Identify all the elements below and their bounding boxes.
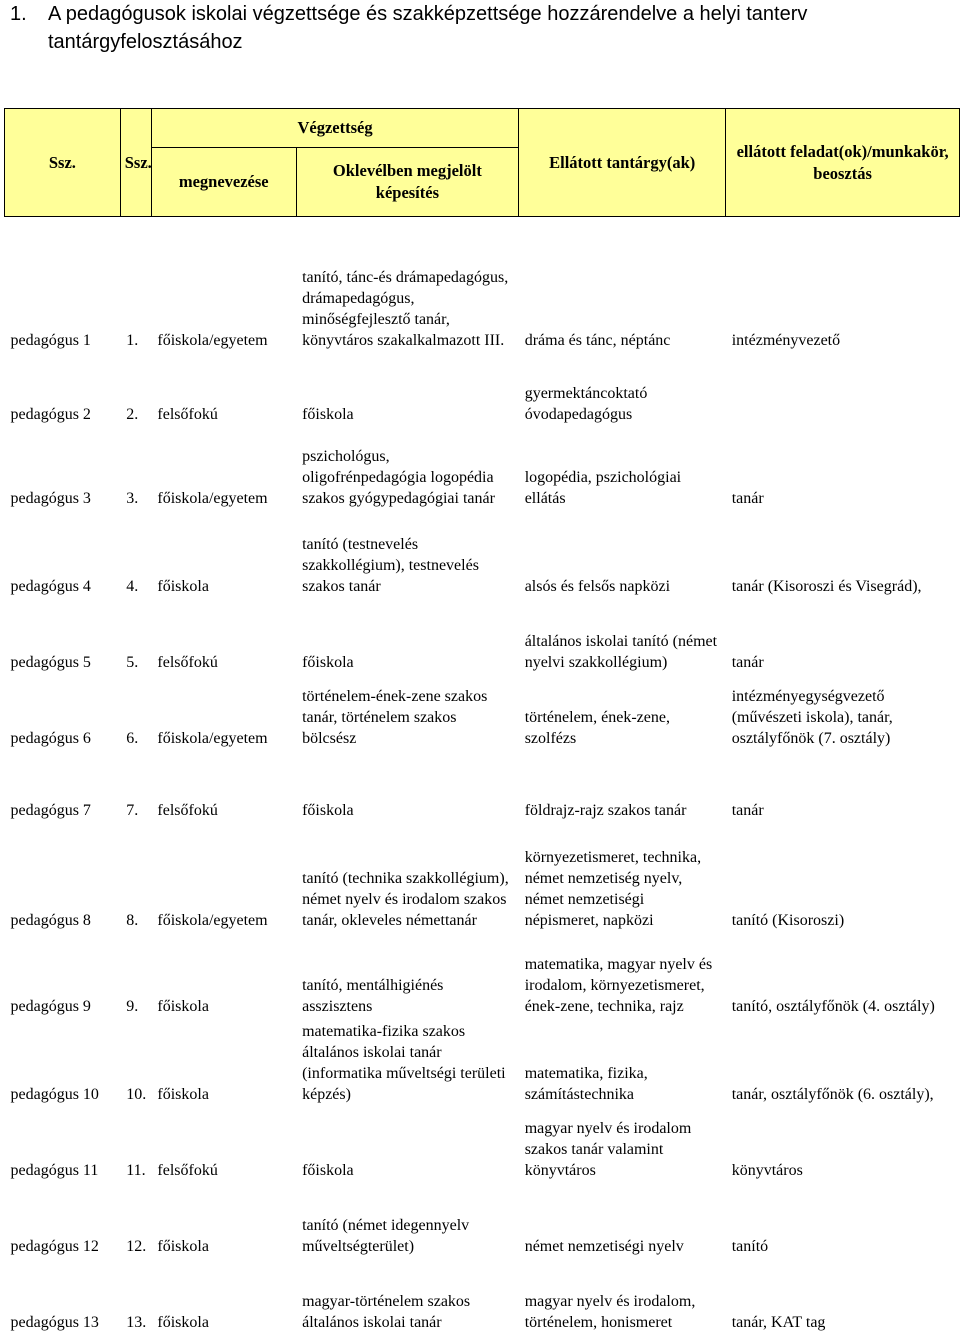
- cell-feladat: tanár: [731, 801, 764, 819]
- cell-ssz: 4.: [126, 577, 139, 595]
- cell-pedagogus: pedagógus 8: [10, 911, 91, 929]
- cell-tantargy: dráma és tánc, néptánc: [524, 331, 671, 349]
- cell-ssz: 5.: [126, 653, 139, 671]
- cell-tantargy: történelem, ének-zene, szolfézs: [524, 708, 670, 747]
- cell-tantargy: alsós és felsős napközi: [524, 577, 671, 595]
- cell-pedagogus: pedagógus 1: [10, 331, 91, 349]
- cell-ssz: 10.: [126, 1085, 147, 1103]
- cell-feladat: tanár: [731, 653, 764, 671]
- header-ssz-1: Ssz.: [5, 109, 121, 217]
- table-row: [5, 1181, 960, 1257]
- cell-megnevezes: főiskola/egyetem: [157, 331, 268, 349]
- cell-pedagogus: pedagógus 9: [10, 997, 91, 1015]
- cell-kepesites: főiskola: [302, 653, 354, 671]
- table-row: [5, 931, 960, 1017]
- cell-ssz: 11.: [126, 1161, 146, 1179]
- cell-tantargy: magyar nyelv és irodalom, történelem, honismeret: [524, 1292, 696, 1331]
- cell-pedagogus: pedagógus 2: [10, 405, 91, 423]
- table-row: [5, 217, 960, 351]
- table-row: [5, 749, 960, 821]
- cell-feladat: intézményvezető: [731, 331, 841, 349]
- header-vegzettseg: Végzettség: [151, 109, 518, 148]
- cell-kepesites: főiskola: [302, 1161, 354, 1179]
- table-row: [5, 1017, 960, 1105]
- cell-tantargy: matematika, fizika, számítástechnika: [524, 1064, 648, 1103]
- cell-kepesites: főiskola: [302, 405, 354, 423]
- cell-kepesites: tanító (technika szakkollégium), német nyelv és irodalom szakos tanár, okleveles némettanár: [302, 869, 509, 929]
- header-ellatott-tantargy: Ellátott tantárgy(ak): [519, 109, 726, 217]
- title-number: 1.: [10, 3, 27, 25]
- cell-pedagogus: pedagógus 3: [10, 489, 91, 507]
- cell-pedagogus: pedagógus 6: [10, 729, 91, 747]
- teacher-table: [4, 108, 960, 1333]
- cell-tantargy: általános iskolai tanító (német nyelvi szakkollégium): [524, 632, 718, 671]
- cell-kepesites: főiskola: [302, 801, 354, 819]
- cell-feladat: [726, 351, 960, 425]
- cell-megnevezes: felsőfokú: [157, 801, 218, 819]
- cell-megnevezes: felsőfokú: [157, 1161, 218, 1179]
- cell-feladat: könyvtáros: [731, 1161, 803, 1179]
- cell-kepesites: pszichológus, oligofrénpedagógia logopédia szakos gyógypedagógiai tanár: [302, 447, 495, 507]
- table-row: [5, 673, 960, 749]
- cell-megnevezes: főiskola: [157, 1085, 209, 1103]
- title-line-2: tantárgyfelosztásához: [48, 31, 243, 53]
- cell-tantargy: magyar nyelv és irodalom szakos tanár valamint könyvtáros: [524, 1119, 692, 1179]
- table-row: [5, 509, 960, 597]
- cell-pedagogus: pedagógus 7: [10, 801, 91, 819]
- cell-kepesites: történelem-ének-zene szakos tanár, történelem szakos bölcsész: [302, 687, 488, 747]
- header-megnevezese: megnevezése: [151, 148, 296, 217]
- table-row: [5, 1257, 960, 1333]
- table-row: [5, 821, 960, 931]
- cell-megnevezes: főiskola/egyetem: [157, 911, 268, 929]
- cell-ssz: 9.: [126, 997, 139, 1015]
- cell-feladat: tanár, KAT tag: [731, 1313, 826, 1331]
- table-row: [5, 1105, 960, 1181]
- cell-kepesites: magyar-történelem szakos általános iskolai tanár: [302, 1292, 471, 1331]
- cell-megnevezes: főiskola/egyetem: [157, 489, 268, 507]
- cell-kepesites: tanító, mentálhigiénés asszisztens: [302, 976, 444, 1015]
- cell-ssz: 3.: [126, 489, 139, 507]
- cell-pedagogus: pedagógus 4: [10, 577, 91, 595]
- cell-ssz: 2.: [126, 405, 139, 423]
- cell-pedagogus: pedagógus 13: [10, 1313, 99, 1331]
- cell-megnevezes: főiskola/egyetem: [157, 729, 268, 747]
- cell-tantargy: gyermektáncoktató óvodapedagógus: [524, 384, 648, 423]
- cell-megnevezes: felsőfokú: [157, 405, 218, 423]
- cell-pedagogus: pedagógus 5: [10, 653, 91, 671]
- cell-ssz: 12.: [126, 1237, 147, 1255]
- cell-tantargy: földrajz-rajz szakos tanár: [524, 801, 687, 819]
- cell-tantargy: logopédia, pszichológiai ellátás: [524, 468, 682, 507]
- cell-megnevezes: főiskola: [157, 577, 209, 595]
- cell-pedagogus: pedagógus 10: [10, 1085, 99, 1103]
- cell-feladat: tanító (Kisoroszi): [731, 911, 845, 929]
- cell-kepesites: tanító (német idegennyelv műveltségterület): [302, 1216, 470, 1255]
- cell-ssz: 1.: [126, 331, 139, 349]
- cell-megnevezes: felsőfokú: [157, 653, 218, 671]
- header-oklevel-kepesites: Oklevélben megjelölt képesítés: [296, 148, 519, 217]
- cell-ssz: 7.: [126, 801, 139, 819]
- cell-kepesites: matematika-fizika szakos általános iskolai tanár (informatika műveltségi területi képzés): [302, 1022, 506, 1103]
- table-row: [5, 425, 960, 509]
- cell-tantargy: német nemzetiségi nyelv: [524, 1237, 684, 1255]
- cell-pedagogus: pedagógus 12: [10, 1237, 99, 1255]
- cell-kepesites: tanító (testnevelés szakkollégium), testnevelés szakos tanár: [302, 535, 479, 595]
- cell-feladat: tanár (Kisoroszi és Visegrád),: [731, 577, 922, 595]
- cell-megnevezes: főiskola: [157, 1237, 209, 1255]
- cell-megnevezes: főiskola: [157, 1313, 209, 1331]
- cell-kepesites: tanító, tánc-és drámapedagógus, drámapedagógus, minőségfejlesztő tanár, könyvtáros szakalkalmazott III.: [302, 268, 509, 349]
- cell-ssz: 8.: [126, 911, 139, 929]
- cell-megnevezes: főiskola: [157, 997, 209, 1015]
- cell-ssz: 13.: [126, 1313, 147, 1331]
- table-row: [5, 351, 960, 425]
- cell-feladat: tanító: [731, 1237, 769, 1255]
- cell-feladat: tanár, osztályfőnök (6. osztály),: [731, 1085, 934, 1103]
- page-title: [10, 0, 910, 56]
- table-body: [5, 217, 960, 1333]
- cell-pedagogus: pedagógus 11: [10, 1161, 99, 1179]
- cell-tantargy: környezetismeret, technika, német nemzetiség nyelv, német nemzetiségi népismeret, napközi: [524, 848, 702, 929]
- table-header: [5, 109, 960, 217]
- cell-tantargy: matematika, magyar nyelv és irodalom, környezetismeret, ének-zene, technika, rajz: [524, 955, 713, 1015]
- cell-feladat: tanár: [731, 489, 764, 507]
- table-row: [5, 597, 960, 673]
- header-feladat: ellátott feladat(ok)/munkakör, beosztás: [726, 109, 960, 217]
- cell-ssz: 6.: [126, 729, 139, 747]
- cell-feladat: intézményegységvezető (művészeti iskola), tanár, osztályfőnök (7. osztály): [731, 687, 893, 747]
- header-ssz-2: Ssz.: [120, 109, 151, 217]
- title-line-1: A pedagógusok iskolai végzettsége és szakképzettsége hozzárendelve a helyi tanterv: [48, 3, 808, 25]
- cell-feladat: tanító, osztályfőnök (4. osztály): [731, 997, 935, 1015]
